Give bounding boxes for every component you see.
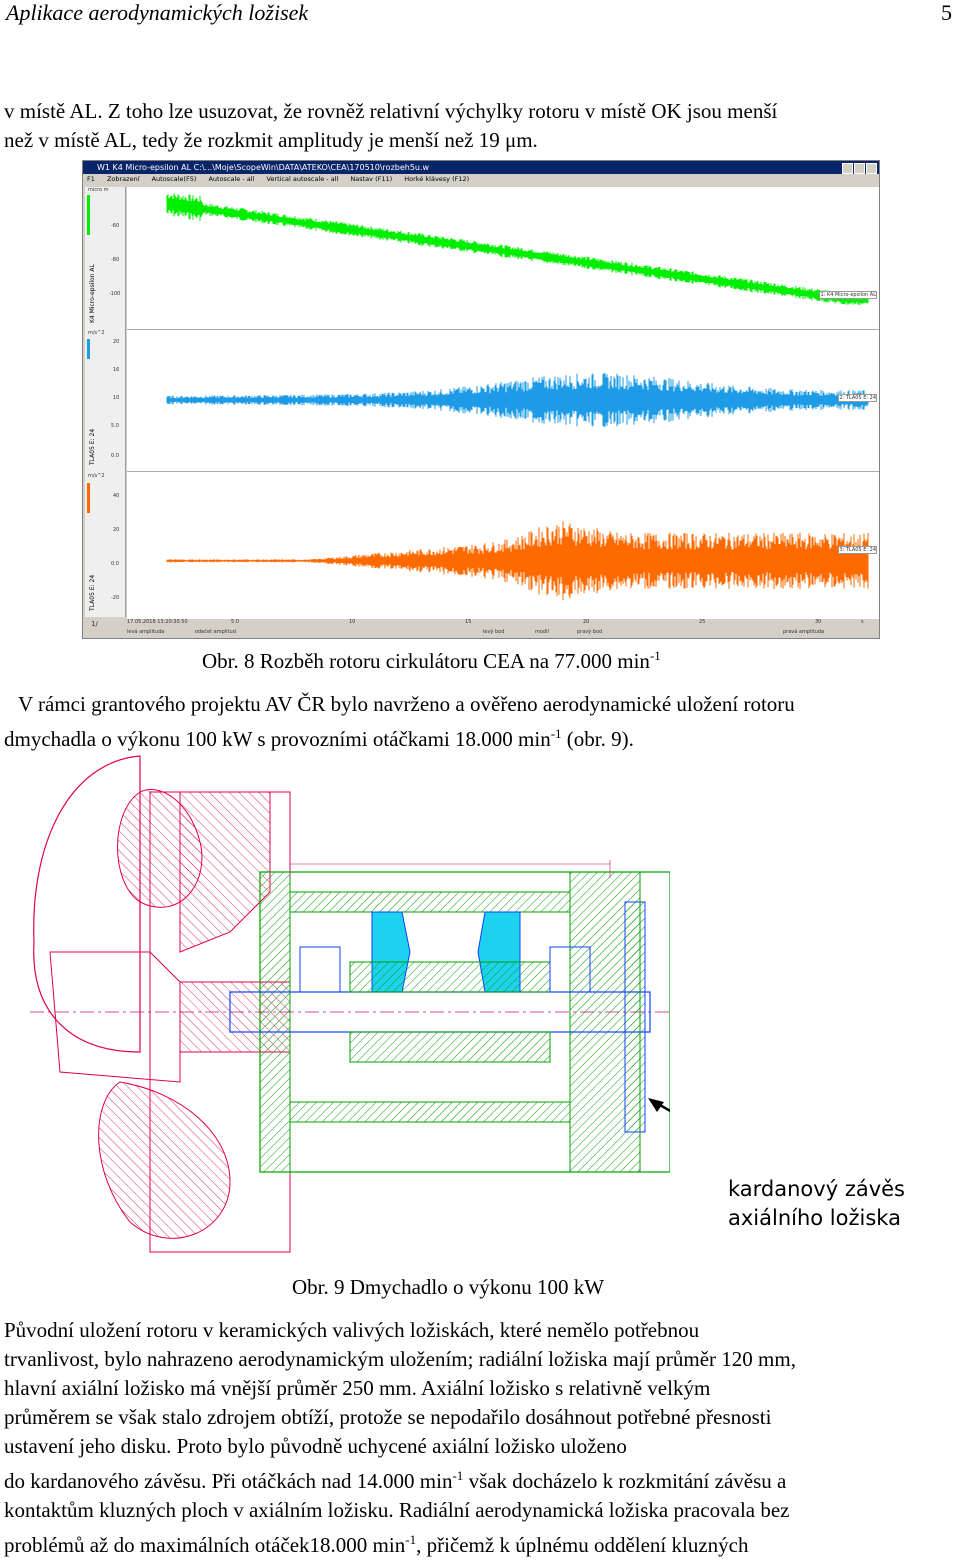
y-tick: -100	[109, 291, 121, 297]
y-tick: 20	[113, 527, 120, 533]
channel-3-marker	[87, 483, 90, 513]
channel-name: TLA05 E: 24	[89, 428, 96, 465]
signal-trace	[167, 193, 868, 305]
paragraph-intro	[4, 97, 956, 155]
x-tick: 10	[349, 619, 356, 625]
scope-menu-item: Vertical autoscale - all	[266, 175, 339, 183]
paragraph-line: V rámci grantového projektu AV ČR bylo navrženo a ověřeno aerodynamické uložení rotoru	[18, 692, 795, 716]
paragraph-line: trvanlivost, bylo nahrazeno aerodynamickým uložením; radiální ložiska mají průměr 120 mm,	[4, 1347, 796, 1371]
running-header: Aplikace aerodynamických ložisek	[6, 0, 309, 25]
text-run: (obr. 9).	[561, 727, 634, 751]
strip-channel-3	[127, 471, 879, 620]
paragraph-line: v místě AL. Z toho lze usuzovat, že rovněž relativní výchylky rotoru v místě OK jsou menší	[4, 99, 778, 123]
footer-item: pravý bod	[577, 629, 603, 635]
y-tick: 0.0	[111, 453, 119, 459]
scope-menu-item: Horké klávesy (F12)	[404, 175, 470, 183]
maximize-icon	[854, 163, 865, 174]
channel-name: TLA05 E: 24	[89, 574, 96, 611]
x-tick: 20	[583, 619, 590, 625]
x-tick: s	[861, 619, 864, 625]
scope-window-title	[83, 161, 879, 174]
housing-flange-left	[260, 872, 290, 1172]
blower-cross-section-drawing	[30, 752, 670, 1257]
channel-tag: 3: TLA05 E: 24	[839, 547, 876, 553]
scope-menu-item: F1	[87, 175, 95, 183]
y-tick: 16	[113, 367, 120, 373]
footer-item: pravá amplituda	[783, 629, 825, 635]
y-tick: -60	[111, 223, 120, 229]
y-tick: 20	[113, 339, 120, 345]
text-run: dmychadla o výkonu 100 kW s provozními otáčkami 18.000 min	[4, 727, 551, 751]
callout-line: kardanový závěs	[728, 1177, 905, 1201]
footer-item: levý bod	[483, 629, 505, 635]
stator-top	[290, 892, 570, 912]
scope-menu-item: Autoscale(F5)	[151, 175, 197, 183]
strip-channel-2	[127, 329, 879, 470]
inlet-outline	[50, 952, 180, 1082]
channel-unit: micro m	[88, 187, 109, 193]
footer-item: modil	[535, 629, 549, 635]
scope-menu-item: Zobrazení	[106, 175, 140, 183]
y-tick: 0.0	[111, 561, 119, 567]
paragraph-line: hlavní axiální ložisko má vnější průměr 250 mm. Axiální ložisko s relativně velkým	[4, 1376, 711, 1400]
figure-9-caption: Obr. 9 Dmychadlo o výkonu 100 kW	[292, 1275, 605, 1299]
footer-item: odečet amplitud	[195, 629, 236, 635]
superscript: -1	[452, 1468, 464, 1483]
signal-trace	[167, 521, 868, 600]
channel-tag: 1: K4 Micro-epsilon AL	[820, 292, 876, 298]
figure-8-caption	[202, 648, 661, 674]
signal-channel-1	[127, 187, 879, 327]
scope-footer	[83, 618, 879, 638]
signal-trace	[167, 373, 868, 427]
paragraph-project	[4, 690, 956, 754]
volute-scroll-lower	[99, 1082, 230, 1238]
caption-text: Obr. 8 Rozběh rotoru cirkulátoru CEA na 77.000 min	[202, 649, 650, 673]
y-tick: -80	[111, 257, 120, 263]
callout-arrowhead	[648, 1098, 664, 1112]
footer-timestamp: 17.05.2018 13:20:30.50	[127, 619, 188, 625]
signal-channel-3	[127, 472, 879, 620]
strip-channel-1	[127, 187, 879, 327]
paragraph-line: ustavení jeho disku. Proto bylo původně uchycené axiální ložisko uloženo	[4, 1434, 627, 1458]
callout-line: axiálního ložiska	[728, 1206, 901, 1230]
scope-channel-sidebar	[85, 187, 126, 617]
y-tick: -20	[111, 595, 120, 601]
paragraph-line: Původní uložení rotoru v keramických valivých ložiskách, které nemělo potřebnou	[4, 1318, 700, 1342]
stator-bottom	[290, 1102, 570, 1122]
text-run: , přičemž k úplnému oddělení kluzných	[416, 1533, 749, 1557]
callout-label	[728, 1175, 905, 1233]
text-run: však docházelo k rozkmitání závěsu a	[463, 1469, 787, 1493]
scope-screenshot	[82, 160, 880, 639]
text-run: do kardanového závěsu. Při otáčkách nad 14.000 min	[4, 1469, 453, 1493]
superscript: -1	[405, 1532, 417, 1547]
scope-menu-bar	[83, 174, 879, 185]
x-tick: 15	[465, 619, 472, 625]
page-indicator: 1/	[91, 620, 98, 628]
channel-2-marker	[87, 339, 90, 359]
scope-menu-item: Nastav (F11)	[350, 175, 393, 183]
page-number: 5	[941, 0, 952, 25]
impeller-shroud	[180, 792, 270, 952]
callout-arrow-line	[653, 1101, 670, 1177]
x-tick: 25	[699, 619, 706, 625]
y-tick: 40	[113, 493, 120, 499]
signal-channel-2	[127, 330, 879, 470]
axial-bearing-disk	[625, 902, 645, 1132]
caption-superscript: -1	[649, 648, 661, 663]
paragraph-line: průměrem se však stalo zdrojem obtíží, protože se nepodařilo dosáhnout potřebné přesnosti	[4, 1405, 772, 1429]
close-icon	[866, 163, 877, 174]
paragraph-line: kontaktům kluzných ploch v axiálním ložisku. Radiální aerodynamická ložiska pracovala bez	[4, 1498, 790, 1522]
scope-menu-item: Autoscale - all	[208, 175, 255, 183]
y-tick: 5.0	[111, 423, 119, 429]
rotor-top	[350, 962, 550, 992]
x-tick: 30	[815, 619, 822, 625]
paragraph-line	[4, 1525, 956, 1560]
y-tick: 10	[113, 395, 120, 401]
volute-outline	[34, 756, 140, 1052]
rotor-bottom	[350, 1032, 550, 1062]
channel-1-marker	[87, 195, 90, 235]
footer-item: levá amplituda	[127, 629, 165, 635]
x-tick: 5.0	[231, 619, 239, 625]
paragraph-line	[4, 1461, 956, 1496]
channel-name: K4 Micro-epsilon AL	[89, 264, 96, 323]
channel-unit: m/s^2	[88, 473, 105, 479]
paragraph-line: než v místě AL, tedy že rozkmit amplitudy je menší než 19 μm.	[4, 128, 538, 152]
radial-bearing-left	[300, 947, 340, 992]
superscript: -1	[550, 726, 562, 741]
minimize-icon	[842, 163, 853, 174]
scope-title-text: W1 K4 Micro-epsilon AL C:\...\Moje\ScopeWin\DATA\ATEKO\CEA\170510\rozbeh5u.w	[97, 163, 430, 172]
paragraph-bearings	[4, 1316, 956, 1560]
text-run: problémů až do maximálních otáček18.000 min	[4, 1533, 406, 1557]
scope-plot-area	[127, 187, 879, 619]
channel-tag: 2: TLA05 E: 24	[839, 395, 876, 401]
channel-unit: m/s^2	[88, 330, 105, 336]
paragraph-line	[4, 719, 956, 754]
